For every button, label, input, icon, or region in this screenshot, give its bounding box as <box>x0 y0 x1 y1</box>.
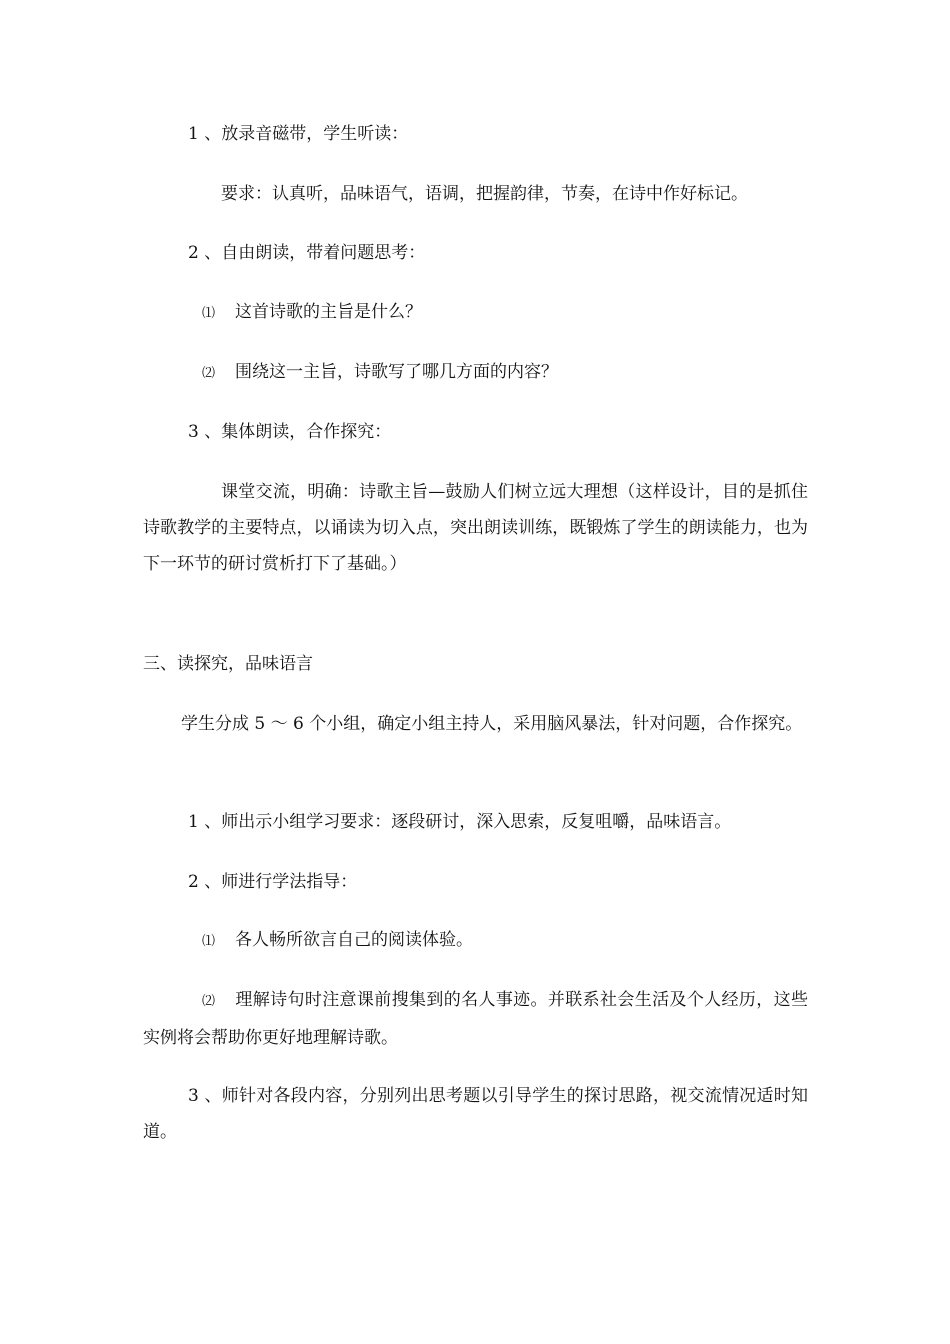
group-step-2: 2 、师进行学法指导： <box>188 872 358 892</box>
question-2-number: ⑵ <box>202 366 216 381</box>
guidance-1-number: ⑴ <box>202 934 216 949</box>
question-1 <box>202 302 422 324</box>
section-3-heading: 三、读探究，品味语言 <box>143 654 313 674</box>
listening-requirement: 要求：认真听，品味语气，语调，把握韵律，节奏，在诗中作好标记。 <box>221 184 748 204</box>
guidance-2-paragraph <box>143 982 808 1056</box>
guidance-1-text: 各人畅所欲言自己的阅读体验。 <box>235 930 474 950</box>
question-1-number: ⑴ <box>202 306 216 321</box>
guidance-2-number: ⑵ <box>202 994 216 1009</box>
step-1-line: 1 、放录音磁带，学生听读： <box>188 124 409 144</box>
guidance-2-text: 理解诗句时注意课前搜集到的名人事迹。并联系社会生活及个人经历，这些实例将会帮助你更好地理解诗歌。 <box>143 990 808 1048</box>
question-2-text: 围绕这一主旨，诗歌写了哪几方面的内容？ <box>235 362 559 382</box>
question-2 <box>202 362 558 384</box>
question-1-text: 这首诗歌的主旨是什么？ <box>235 302 423 322</box>
group-step-3-paragraph: 3 、师针对各段内容，分别列出思考题以引导学生的探讨思路，视交流情况适时知道。 <box>143 1086 808 1142</box>
classroom-summary-paragraph: 课堂交流，明确：诗歌主旨—鼓励人们树立远大理想（这样设计，目的是抓住诗歌教学的主要特点，以诵读为切入点，突出朗读训练，既锻炼了学生的朗读能力，也为下一环节的研讨赏析打下了基础。） <box>143 482 808 574</box>
step-2-line: 2 、自由朗读，带着问题思考： <box>188 243 426 263</box>
group-step-1: 1 、师出示小组学习要求：逐段研讨，深入思索，反复咀嚼，品味语言。 <box>188 812 732 832</box>
group-intro-paragraph: 学生分成 5 ～ 6 个小组，确定小组主持人，采用脑风暴法，针对问题，合作探究。 <box>181 714 803 734</box>
guidance-1 <box>202 930 473 952</box>
step-3-line: 3 、集体朗读，合作探究： <box>188 422 392 442</box>
